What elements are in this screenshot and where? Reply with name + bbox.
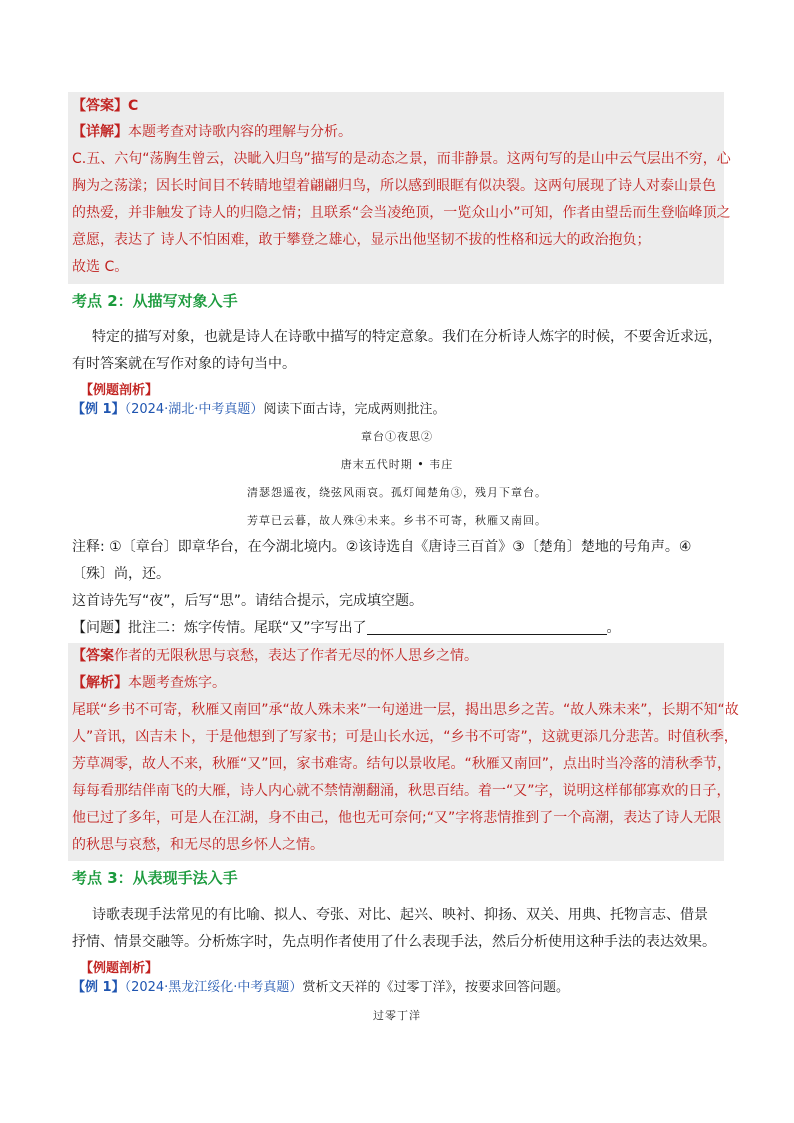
example-text: 阅读下面古诗，完成两则批注。 xyxy=(263,402,446,417)
question-intro: 这首诗先写“夜”，后写“思”。请结合提示，完成填空题。 xyxy=(72,593,424,609)
answer-line xyxy=(72,96,138,116)
example-source: （2024·湖北·中考真题） xyxy=(124,402,264,417)
poem-notes-line: 〔殊〕尚，还。 xyxy=(72,566,170,582)
poem-line: 芳草已云暮，故人殊④未来。乡书不可寄，秋雁又南回。 xyxy=(247,514,547,527)
kp2-intro-line: 特定的描写对象，也就是诗人在诗歌中描写的特定意象。我们在分析诗人炼字的时候，不要舍近求远， xyxy=(92,329,722,345)
question-line xyxy=(72,618,621,638)
kp3-example-line xyxy=(72,978,569,998)
poem-title: 章台①夜思② xyxy=(361,430,433,443)
analysis-paragraph-line: 他已过了多年，可是人在江湖，身不由己，他也无可奈何;“又”字将悲情推到了一个高潮，表达了诗人无限 xyxy=(72,810,722,826)
detail-paragraph-line: 的热爱，并非触发了诗人的归隐之情；且联系“会当凌绝顶，一览众山小”可知，作者由望岳而生登临峰顶之 xyxy=(72,205,731,221)
analysis-paragraph-line: 的秋思与哀愁，和无尽的思乡怀人之情。 xyxy=(72,837,324,853)
analysis-paragraph-line: 人”音讯，凶吉未卜，于是他想到了写家书；可是山长水远，“乡书不可寄”，这就更添几分悲苦。时值秋季， xyxy=(72,729,738,745)
detail-line xyxy=(72,122,352,142)
detail-conclusion: 故选 C。 xyxy=(72,259,129,275)
answer-text: 作者的无限秋思与哀愁，表达了作者无尽的怀人思乡之情。 xyxy=(114,648,478,664)
kp2-intro-line: 有时答案就在写作对象的诗句当中。 xyxy=(72,356,296,372)
detail-paragraph-line: C.五、六句“荡胸生曾云，决眦入归鸟”描写的是动态之景，而非静景。这两句写的是山中云气层出不穷，心 xyxy=(72,151,731,167)
analysis-paragraph-line: 每每看那结伴南飞的大雁，诗人内心就不禁情潮翻涌，秋思百结。着一“又”字，说明这样郁郁寡欢的日子， xyxy=(72,783,731,799)
question-end: 。 xyxy=(606,620,621,636)
kp3-heading: 考点 3：从表现手法入手 xyxy=(72,869,238,887)
answer-blank[interactable] xyxy=(367,620,607,635)
example-source: （2024·黑龙江绥化·中考真题） xyxy=(124,980,303,995)
kp3-intro-line: 诗歌表现手法常见的有比喻、拟人、夸张、对比、起兴、映衬、抑扬、双关、用典、托物言志、借景 xyxy=(92,907,708,923)
detail-paragraph-line: 胸为之荡漾；因长时间目不转睛地望着翩翩归鸟，所以感到眼眶有似决裂。这两句展现了诗人对泰山景色 xyxy=(72,178,716,194)
answer-tag: 【答案 xyxy=(72,648,114,664)
kp2-example-tag: 【例题剖析】 xyxy=(80,383,159,398)
analysis-paragraph-line: 芳草凋零，故人不来，秋雁“又”回，家书难寄。结句以景收尾。“秋雁又南回”，点出时当冷落的清秋季节， xyxy=(72,756,732,772)
example-text: 赏析文天祥的《过零丁洋》，按要求回答问题。 xyxy=(302,980,569,995)
kp2-answer-line xyxy=(72,646,478,666)
detail-paragraph-line: 意愿，表达了 诗人不怕困难，敢于攀登之雄心，显示出他坚韧不拔的性格和远大的政治抱负； xyxy=(72,232,651,248)
poem-notes-line: 注释: ①〔章台〕即章华台，在今湖北境内。②该诗选自《唐诗三百首》③〔楚角〕楚地的号角声。④ xyxy=(72,539,692,555)
example-label: 【例 1】 xyxy=(72,402,125,417)
analysis-tag: 【解析】 xyxy=(72,675,128,691)
kp3-intro-line: 抒情、情景交融等。分析炼字时，先点明作者使用了什么表现手法，然后分析使用这种手法的表达效果。 xyxy=(72,934,716,950)
detail-text: 本题考查对诗歌内容的理解与分析。 xyxy=(128,124,352,140)
kp2-heading: 考点 2：从描写对象入手 xyxy=(72,292,238,310)
kp2-example-line xyxy=(72,400,445,420)
answer-tag: 【答案】 xyxy=(72,98,128,114)
poem-line: 清瑟怨遥夜，绕弦风雨哀。孤灯闻楚角③，残月下章台。 xyxy=(247,486,547,499)
kp3-example-tag: 【例题剖析】 xyxy=(80,961,159,976)
kp2-analysis-line xyxy=(72,673,226,693)
question-text: 【问题】批注二：炼字传情。尾联“又”字写出了 xyxy=(72,620,367,636)
answer-value: C xyxy=(128,98,139,114)
kp3-poem-title: 过零丁洋 xyxy=(373,1009,421,1022)
example-label: 【例 1】 xyxy=(72,980,125,995)
detail-tag: 【详解】 xyxy=(72,124,128,140)
poem-author: 唐末五代时期 • 韦庄 xyxy=(340,458,454,471)
analysis-paragraph-line: 尾联“乡书不可寄，秋雁又南回”承“故人殊未来”一句递进一层，揭出思乡之苦。“故人殊未来”，长期不知“故 xyxy=(72,702,739,718)
analysis-text: 本题考查炼字。 xyxy=(128,675,226,691)
